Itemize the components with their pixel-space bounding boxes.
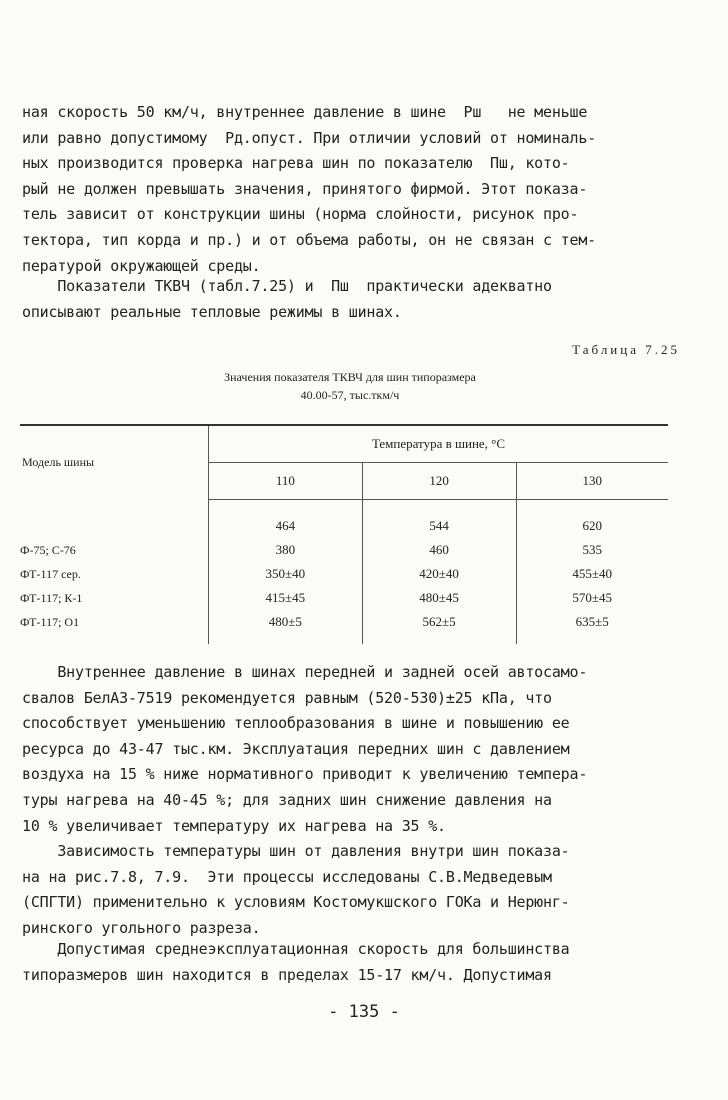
text-line: Внутреннее давление в шинах передней и задней осей автосамо- (22, 663, 588, 681)
text-line: ринского угольного разреза. (22, 918, 261, 937)
text-line: тектора, тип корда и пр.) и от объема работы, он не связан с тем- (22, 230, 596, 249)
row-model: Ф-75; С-76 (20, 538, 209, 562)
cell-value: 420±40 (362, 562, 516, 586)
paragraph-2 (22, 274, 668, 325)
cell-value: 460 (362, 538, 516, 562)
cell-value: 562±5 (362, 610, 516, 644)
text-line: способствует уменьшению теплообразования в шине и повышению ее (22, 714, 570, 733)
paragraph-5 (22, 937, 668, 988)
text-line: ная скорость 50 км/ч, внутреннее давление в шине Pш не меньше (22, 103, 588, 121)
table-row (20, 538, 668, 562)
table-row (20, 500, 668, 539)
table-title-line-2: 40.00-57, тыс.ткм/ч (300, 388, 400, 402)
table-row (20, 610, 668, 644)
text-line: или равно допустимому Pд.опуст. При отличии условий от номиналь- (22, 128, 596, 147)
row-model: ФТ-117; О1 (20, 610, 209, 644)
row-model: ФТ-117; К-1 (20, 586, 209, 610)
text-line: на на рис.7.8, 7.9. Эти процессы исследованы С.В.Медведевым (22, 867, 552, 886)
text-line: (СПГТИ) применительно к условиям Костомукшского ГОКа и Нерюнг- (22, 893, 570, 912)
cell-value: 480±5 (268, 614, 302, 629)
text-line: рый не должен превышать значения, принятого фирмой. Этот показа- (22, 179, 588, 198)
text-line: 10 % увеличивает температуру их нагрева на 35 %. (22, 816, 446, 835)
column-header-temp-110: 110 (209, 463, 363, 500)
cell-value: 535 (516, 538, 668, 562)
table-row (20, 586, 668, 610)
text-line: пературой окружающей среды. (22, 256, 261, 275)
text-line: Зависимость температуры шин от давления внутри шин показа- (22, 842, 570, 860)
cell-value: 544 (362, 500, 516, 539)
paragraph-3 (22, 660, 668, 839)
table-title (100, 368, 600, 404)
table-header-row (20, 425, 668, 463)
text-line: туры нагрева на 40-45 %; для задних шин снижение давления на (22, 790, 552, 809)
text-line: ресурса до 43-47 тыс.км. Эксплуатация передних шин с давлением (22, 739, 570, 758)
cell-value: 350±40 (265, 566, 306, 581)
row-model: ФТ-117 сер. (20, 562, 209, 586)
text-line: ных производится проверка нагрева шин по показателю Пш, кото- (22, 154, 570, 173)
paragraph-1 (22, 100, 668, 279)
text-line: типоразмеров шин находится в пределах 15-17 км/ч. Допустимая (22, 965, 552, 984)
data-table (20, 424, 668, 644)
cell-value: 480±45 (362, 586, 516, 610)
table-title-line-1: Значения показателя ТКВЧ для шин типоразмера (224, 370, 476, 384)
cell-value: 620 (516, 500, 668, 539)
text-line: воздуха на 15 % ниже нормативного приводит к увеличению темпера- (22, 765, 588, 784)
column-header-model: Модель шины (20, 425, 209, 500)
column-header-temp-120: 120 (362, 463, 516, 500)
text-line: описывают реальные тепловые режимы в шинах. (22, 302, 402, 321)
cell-value: 464 (275, 518, 296, 533)
cell-value: 570±45 (516, 586, 668, 610)
page-number: - 135 - (328, 1002, 400, 1022)
table-label: Таблица 7.25 (572, 342, 680, 357)
row-model (20, 500, 209, 539)
cell-value: 380 (275, 542, 296, 557)
text-line: Допустимая среднеэксплуатационная скорость для большинства (22, 940, 570, 958)
text-line: Показатели ТКВЧ (табл.7.25) и Пш практически адекватно (22, 277, 552, 295)
cell-value: 415±45 (265, 590, 306, 605)
cell-value: 635±5 (516, 610, 668, 644)
paragraph-4 (22, 839, 668, 941)
text-line: тель зависит от конструкции шины (норма слойности, рисунок про- (22, 205, 579, 224)
column-header-temp-130: 130 (516, 463, 668, 500)
column-header-temperature: Температура в шине, °С (209, 425, 669, 463)
table-row (20, 562, 668, 586)
text-line: свалов БелАЗ-7519 рекомендуется равным (520-530)±25 кПа, что (22, 688, 552, 707)
cell-value: 455±40 (516, 562, 668, 586)
